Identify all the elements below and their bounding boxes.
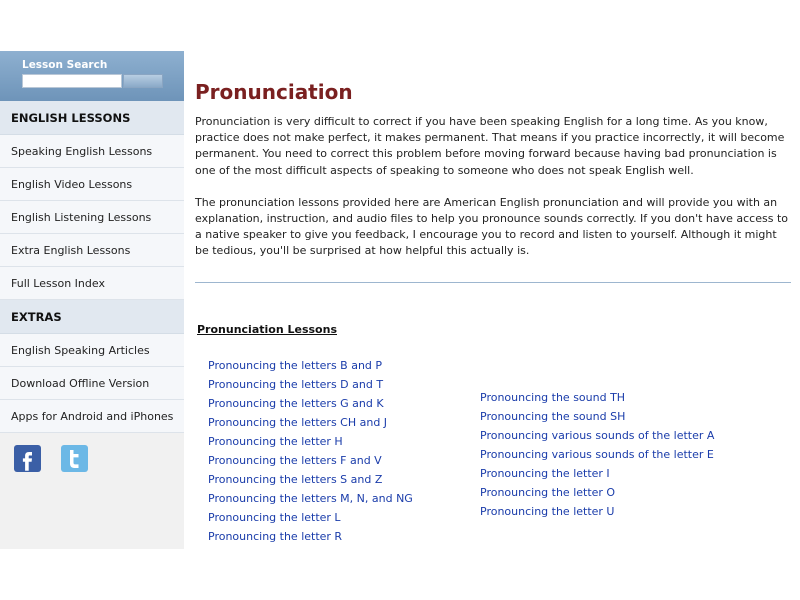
twitter-icon[interactable] xyxy=(61,445,88,472)
main-content xyxy=(195,78,791,283)
sidebar-item-english-listening-lessons[interactable]: English Listening Lessons xyxy=(0,201,184,234)
lessons-list-left xyxy=(208,356,413,546)
lesson-search-label: Lesson Search xyxy=(22,59,108,71)
lesson-link-b-p[interactable]: Pronouncing the letters B and P xyxy=(208,359,383,372)
lessons-list-right xyxy=(480,388,714,521)
sidebar-item-english-speaking-articles[interactable]: English Speaking Articles xyxy=(0,334,184,367)
sidebar xyxy=(0,51,184,549)
search-input[interactable] xyxy=(22,74,122,88)
lesson-link-m-n-ng[interactable]: Pronouncing the letters M, N, and NG xyxy=(208,492,413,505)
lesson-link-s-z[interactable]: Pronouncing the letters S and Z xyxy=(208,473,383,486)
lesson-link-r[interactable]: Pronouncing the letter R xyxy=(208,530,343,543)
lesson-link-th[interactable]: Pronouncing the sound TH xyxy=(480,391,626,404)
lesson-link-h[interactable]: Pronouncing the letter H xyxy=(208,435,343,448)
sidebar-item-download-offline-version[interactable]: Download Offline Version xyxy=(0,367,184,400)
social-links xyxy=(0,433,184,472)
sidebar-item-english-video-lessons[interactable]: English Video Lessons xyxy=(0,168,184,201)
facebook-icon[interactable] xyxy=(14,445,41,472)
sidebar-item-full-lesson-index[interactable]: Full Lesson Index xyxy=(0,267,184,300)
section-header-english-lessons: ENGLISH LESSONS xyxy=(0,101,184,135)
lesson-link-letter-e[interactable]: Pronouncing various sounds of the letter E xyxy=(480,448,714,461)
lessons-heading: Pronunciation Lessons xyxy=(197,323,337,336)
lesson-link-letter-u[interactable]: Pronouncing the letter U xyxy=(480,505,615,518)
section-divider xyxy=(195,282,791,283)
lesson-link-ch-j[interactable]: Pronouncing the letters CH and J xyxy=(208,416,388,429)
lesson-link-letter-o[interactable]: Pronouncing the letter O xyxy=(480,486,616,499)
lesson-search-box xyxy=(0,51,184,101)
search-button[interactable] xyxy=(123,74,163,88)
lesson-link-d-t[interactable]: Pronouncing the letters D and T xyxy=(208,378,384,391)
intro-paragraph-1: Pronunciation is very difficult to correct if you have been speaking English for a long time. As you know, practice does not make perfect, it makes permanent. That means if you practice incorrectly, it will become permanent. You need to correct this problem before moving forward because having bad pronunciation is one of the most difficult aspects of speaking to someone who does not speak English well. xyxy=(195,115,785,177)
search-row xyxy=(22,74,184,88)
sidebar-item-speaking-english-lessons[interactable]: Speaking English Lessons xyxy=(0,135,184,168)
lesson-link-f-v[interactable]: Pronouncing the letters F and V xyxy=(208,454,382,467)
lesson-link-letter-a[interactable]: Pronouncing various sounds of the letter A xyxy=(480,429,715,442)
lesson-link-g-k[interactable]: Pronouncing the letters G and K xyxy=(208,397,384,410)
page-title: Pronunciation xyxy=(195,80,353,104)
lesson-link-letter-i[interactable]: Pronouncing the letter I xyxy=(480,467,610,480)
section-header-extras: EXTRAS xyxy=(0,300,184,334)
intro-paragraph-2: The pronunciation lessons provided here are American English pronunciation and will provide you with an explanation, instruction, and audio files to help you pronounce sounds correctly. If you don't have access to a native speaker to give you feedback, I encourage you to record and listen to yourself. Although it might be tedious, you'll be surprised at how helpful this actually is. xyxy=(195,195,788,258)
sidebar-item-apps-android-iphones[interactable]: Apps for Android and iPhones xyxy=(0,400,184,433)
lesson-link-l[interactable]: Pronouncing the letter L xyxy=(208,511,341,524)
lesson-link-sh[interactable]: Pronouncing the sound SH xyxy=(480,410,626,423)
sidebar-item-extra-english-lessons[interactable]: Extra English Lessons xyxy=(0,234,184,267)
